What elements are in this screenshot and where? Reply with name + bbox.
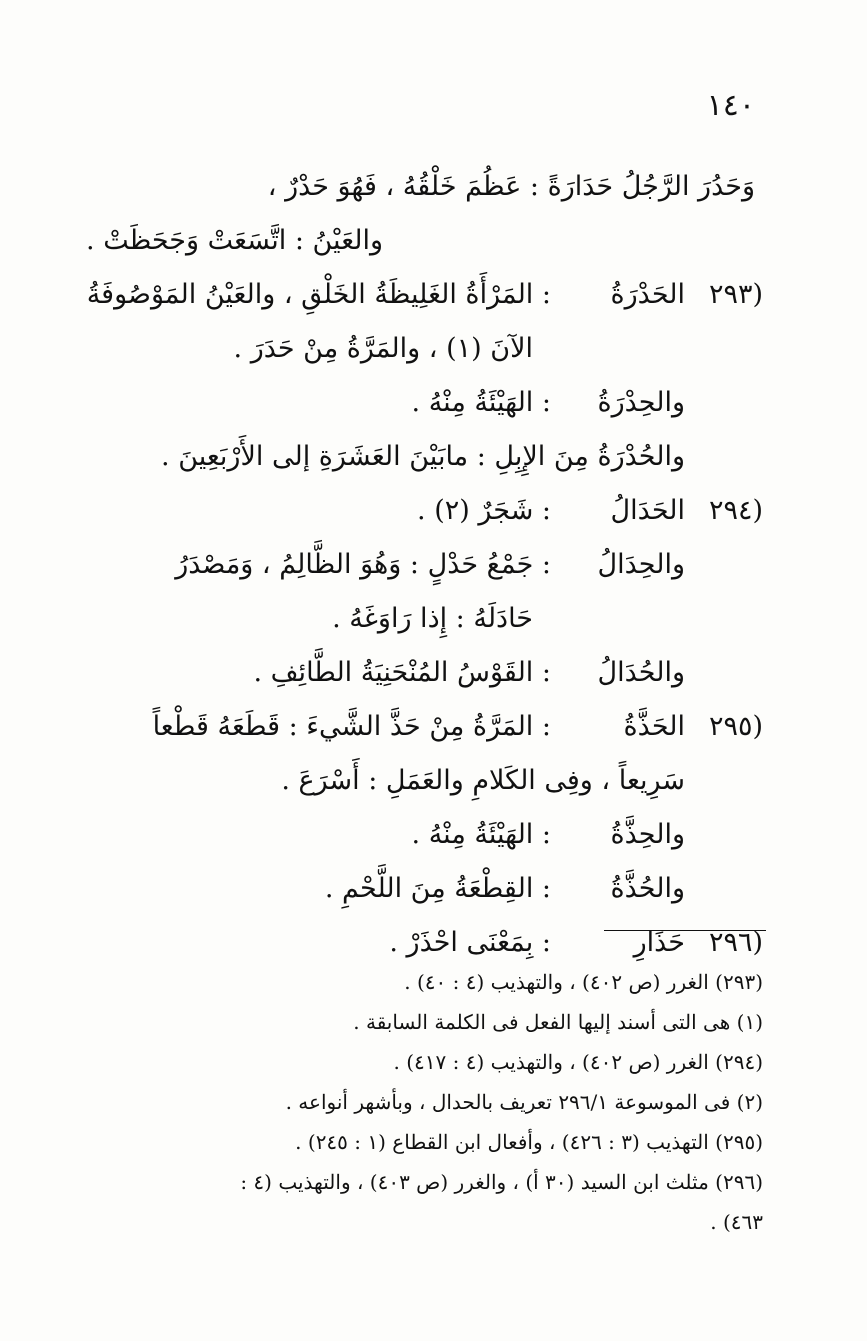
footnotes — [104, 962, 763, 1242]
entry-line — [100, 592, 763, 646]
entry-headword: والحِذَّةُ — [610, 819, 685, 850]
entry-number: (٢٩٦ — [708, 927, 763, 958]
entry-293 — [86, 268, 763, 322]
entry-continuation: حَادَلَهُ : إِذا رَاوَغَهُ . — [332, 603, 533, 634]
entry-line — [100, 538, 763, 592]
entry-line — [100, 808, 763, 862]
entry-headword: والحُذَّةُ — [610, 873, 685, 904]
footnote-divider — [604, 930, 766, 931]
footnote: (٢٩٥) التهذيب (٣ : ٤٢٦) ، وأفعال ابن القطاع (١ : ٢٤٥) . — [295, 1130, 763, 1154]
entry-headword: الحَذَّةُ — [623, 711, 685, 742]
entry-headword: الحَدْرَةُ — [610, 279, 685, 310]
entry-line — [100, 646, 763, 700]
entry-definition: : القِطْعَةُ مِنَ اللَّحْمِ . — [324, 873, 551, 904]
footnote: (٢٩٦) مثلث ابن السيد (٣٠ أ) ، والغرر (ص ٤٠٣) ، والتهذيب (٤ : — [240, 1170, 763, 1194]
footnote: (٢) فى الموسوعة ٢٩٦/١ تعريف بالحدال ، وبأشهر أنواعه . — [285, 1090, 763, 1114]
page-number: ١٤٠ — [706, 88, 755, 123]
entry-line — [86, 214, 763, 268]
entry-line — [100, 160, 763, 214]
dictionary-entries — [86, 160, 763, 970]
entry-headword: حَذَارِ — [633, 927, 685, 958]
entry-number: (٢٩٤ — [708, 495, 763, 526]
footnote: (٢٩٤) الغرر (ص ٤٠٢) ، والتهذيب (٤ : ٤١٧) . — [393, 1050, 763, 1074]
entry-number: (٢٩٣ — [708, 279, 763, 310]
entry-definition: : الهَيْئَةُ مِنْهُ . — [411, 387, 551, 418]
entry-definition: : المَرَّةُ مِنْ حَذَّ الشَّيءَ : قَطَعَهُ قَطْعاً — [152, 711, 551, 742]
entry-line — [100, 430, 763, 484]
entry-text: وَحَدُرَ الرَّجُلُ حَدَارَةً : عَظُمَ خَلْقُهُ ، فَهُوَ حَدْرٌ ، — [267, 171, 755, 202]
entry-headword: والحُدَالُ — [597, 657, 685, 688]
entry-text: والعَيْنُ : اتَّسَعَتْ وَجَحَظَتْ . — [86, 225, 383, 256]
entry-headword: الحَدَالُ — [610, 495, 685, 526]
entry-definition: : الهَيْئَةُ مِنْهُ . — [411, 819, 551, 850]
entry-line — [100, 376, 763, 430]
entry-definition: : جَمْعُ حَدْلٍ : وَهُوَ الظَّالِمُ ، وَمَصْدَرُ — [175, 549, 551, 580]
entry-headword: والحِدَالُ — [597, 549, 685, 580]
entry-definition: : شَجَرٌ (٢) . — [417, 495, 551, 526]
entry-line — [100, 862, 763, 916]
entry-number: (٢٩٥ — [708, 711, 763, 742]
entry-definition: : القَوْسُ المُنْحَنِيَةُ الطَّائِفِ . — [253, 657, 551, 688]
entry-continuation: سَرِيعاً ، وفِى الكَلامِ والعَمَلِ : أَسْرَعَ . — [281, 765, 685, 796]
footnote: ٤٦٣) . — [710, 1210, 763, 1234]
entry-294 — [100, 484, 763, 538]
footnote: (٢٩٣) الغرر (ص ٤٠٢) ، والتهذيب (٤ : ٤٠) . — [404, 970, 763, 994]
entry-definition: : المَرْأَةُ الغَلِيظَةُ الخَلْقِ ، والعَيْنُ المَوْصُوفَةُ — [86, 279, 551, 310]
footnote: (١) هى التى أسند إليها الفعل فى الكلمة السابقة . — [353, 1010, 763, 1034]
entry-line — [100, 322, 763, 376]
entry-295 — [100, 700, 763, 754]
entry-definition: : بِمَعْنَى احْذَرْ . — [389, 927, 551, 958]
entry-continuation: الآنَ (١) ، والمَرَّةُ مِنْ حَدَرَ . — [233, 333, 533, 364]
entry-headword: والحِدْرَةُ — [597, 387, 685, 418]
entry-text: والحُدْرَةُ مِنَ الإِبِلِ : مابَيْنَ العَشَرَةِ إلى الأَرْبَعِينَ . — [161, 441, 685, 472]
entry-line — [100, 754, 763, 808]
